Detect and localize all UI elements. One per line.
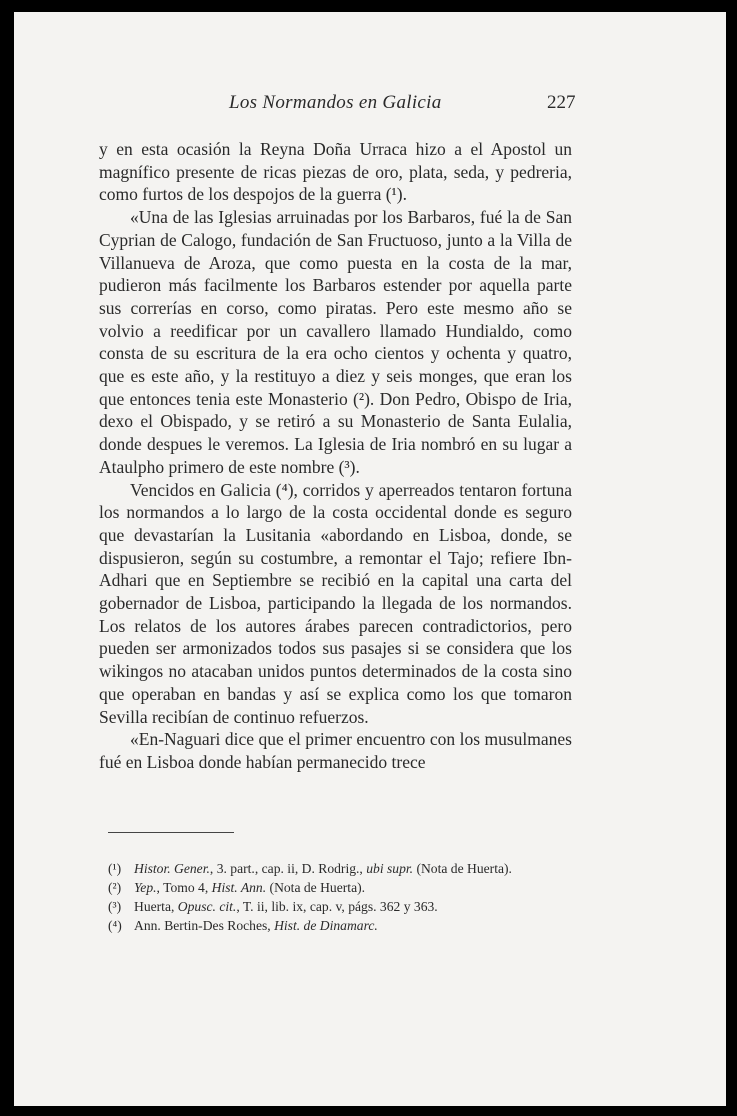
footnote-text: (Nota de Huerta).: [413, 861, 512, 876]
footnote-ref: Histor. Gener.: [134, 861, 210, 876]
footnote-ref: ubi supr.: [366, 861, 414, 876]
paragraph: «Una de las Iglesias arruinadas por los Barbaros, fué la de San Cyprian de Calogo, fundación de San Fructuoso, junto a la Villa de Villanueva de Aroza, que como puesta en la costa de la mar, pudieron más facilmente los Barbaros estender por aquella parte sus correrías en corso, como piratas. Pero este mesmo año se volvio a reedificar por un cavallero llamado Hundialdo, como consta de su escritura de la era ocho cientos y ochenta y quatro, que es este año, y la restituyo a diez y seis monges, que eran los que entonces tenia este Monasterio (²). Don Pedro, Obispo de Iria, dexo el Obispado, y se retiró a su Monasterio de Santa Eulalia, donde despues le veremos. La Iglesia de Iria nombró en su lugar a Ataulpho primero de este nombre (³).: [99, 207, 572, 477]
footnotes: [108, 859, 570, 935]
paragraph: y en esta ocasión la Reyna Doña Urraca hizo a el Apostol un magnífico presente de ricas piezas de oro, plata, seda, y pedreria, como furtos de los despojos de la guerra (¹).: [99, 139, 572, 205]
footnote: [108, 859, 570, 878]
footnote-number: (⁴): [108, 918, 122, 933]
footnote-text: Huerta,: [134, 899, 178, 914]
footnote-text: (Nota de Huerta).: [266, 880, 366, 895]
paragraph: «En-Naguari dice que el primer encuentro con los musulmanes fué en Lisboa donde habían permanecido trece: [99, 729, 572, 772]
footnote-ref: Hist. Ann.: [211, 880, 267, 895]
footnote-ref: Yep.: [134, 880, 157, 895]
footnote: [108, 897, 570, 916]
paragraph: Vencidos en Galicia (⁴), corridos y aperreados tentaron fortuna los normandos a lo largo de la costa occidental donde es seguro que devastarían la Lusitania «abordando en Lisboa, donde, se dispusieron, según su costumbre, a remontar el Tajo; refiere Ibn-Adhari que en Septiembre se recibió en la capital una carta del gobernador de Lisboa, participando la llegada de los normandos. Los relatos de los autores árabes parecen contradictorios, pero pueden ser armonizados todos sus pasajes si se considera que los wikingos no atacaban unidos puntos determinados de la costa sino que operaban en bandas y así se explica como los que tomaron Sevilla recibían de continuo refuerzos.: [99, 479, 572, 727]
footnote: [108, 916, 570, 935]
footnote-number: (³): [108, 899, 122, 914]
page-header: [14, 92, 726, 122]
footnote-number: (²): [108, 880, 122, 895]
footnote-ref: Hist. de Dinamarc.: [274, 918, 378, 933]
running-title: Los Normandos en Galicia: [229, 92, 442, 113]
footnote-text: Ann. Bertin-Des Roches,: [134, 918, 275, 933]
footnote-divider: [108, 832, 234, 833]
footnote-text: , 3. part., cap. ii, D. Rodrig.,: [209, 861, 367, 876]
footnote-text: , Tomo 4,: [156, 880, 212, 895]
footnote: [108, 878, 570, 897]
book-page: [14, 12, 726, 1106]
footnote-number: (¹): [108, 861, 122, 876]
body-text: [99, 138, 572, 774]
footnote-text: , T. ii, lib. ix, cap. v, págs. 362 y 363.: [236, 899, 438, 914]
page-number: 227: [547, 92, 576, 113]
footnote-ref: Opusc. cit.: [177, 899, 237, 914]
